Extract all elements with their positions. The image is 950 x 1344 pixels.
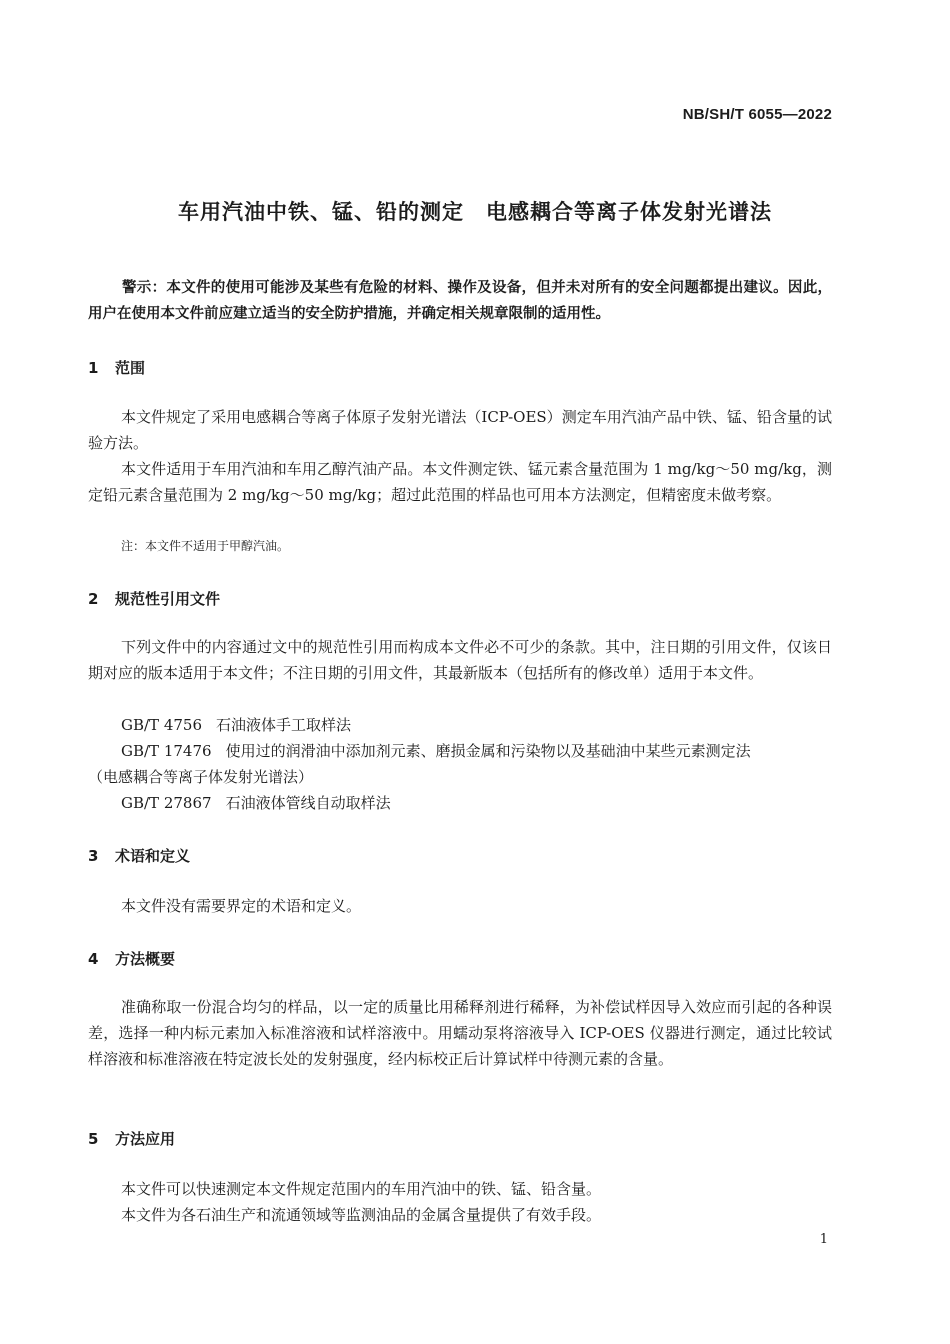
- reference-item: [121, 790, 832, 816]
- section-number: 2: [88, 590, 99, 608]
- section-number: 5: [88, 1130, 99, 1148]
- body-paragraph: 本文件规定了采用电感耦合等离子体原子发射光谱法（ICP-OES）测定车用汽油产品中铁、锰、铅含量的试验方法。: [88, 408, 832, 452]
- note: 注：本文件不适用于甲醇汽油。: [121, 539, 290, 553]
- body-paragraph: 本文件为各石油生产和流通领域等监测油品的金属含量提供了有效手段。: [121, 1206, 602, 1224]
- reference-code: GB/T 17476: [121, 742, 212, 760]
- body-paragraph: 本文件可以快速测定本文件规定范围内的车用汽油中的铁、锰、铅含量。: [121, 1180, 602, 1198]
- section-title: 术语和定义: [115, 847, 191, 865]
- section-heading: [88, 1128, 175, 1149]
- section-number: 3: [88, 847, 99, 865]
- body-paragraph: 下列文件中的内容通过文中的规范性引用而构成本文件必不可少的条款。其中，注日期的引用文件，仅该日期对应的版本适用于本文件；不注日期的引用文件，其最新版本（包括所有的修改单）适用于本文件。: [88, 638, 832, 682]
- reference-code: GB/T 4756: [121, 716, 203, 734]
- section-heading: [88, 357, 145, 378]
- page-number: 1: [819, 1232, 828, 1247]
- reference-code: GB/T 27867: [121, 794, 212, 812]
- section-heading: [88, 588, 220, 609]
- reference-title: 石油液体手工取样法: [216, 716, 352, 734]
- section-heading: [88, 845, 190, 866]
- body-paragraph: 本文件适用于车用汽油和车用乙醇汽油产品。本文件测定铁、锰元素含量范围为 1 mg/kg～50 mg/kg，测定铅元素含量范围为 2 mg/kg～50 mg/kg；超过此范围的样品也可用本方法测定，但精密度未做考察。: [88, 460, 832, 504]
- reference-item: [121, 712, 832, 738]
- section-number: 1: [88, 359, 99, 377]
- section-title: 方法概要: [115, 950, 176, 968]
- reference-title: 石油液体管线自动取样法: [225, 794, 391, 812]
- section-heading: [88, 948, 175, 969]
- document-title: 车用汽油中铁、锰、铅的测定 电感耦合等离子体发射光谱法: [178, 200, 772, 224]
- section-title: 范围: [115, 359, 146, 377]
- warning-paragraph: 警示：本文件的使用可能涉及某些有危险的材料、操作及设备，但并未对所有的安全问题都提出建议。因此，用户在使用本文件前应建立适当的安全防护措施，并确定相关规章限制的适用性。: [88, 280, 832, 322]
- reference-title-continued: （电感耦合等离子体发射光谱法）: [88, 768, 314, 786]
- reference-item: [121, 738, 832, 764]
- section-title: 方法应用: [115, 1130, 176, 1148]
- section-title: 规范性引用文件: [115, 590, 221, 608]
- body-paragraph: 本文件没有需要界定的术语和定义。: [121, 897, 362, 915]
- body-paragraph: 准确称取一份混合均匀的样品，以一定的质量比用稀释剂进行稀释，为补偿试样因导入效应而引起的各种误差，选择一种内标元素加入标准溶液和试样溶液中。用蠕动泵将溶液导入 ICP-OES 仪器进行测定，通过比较试样溶液和标准溶液在特定波长处的发射强度，经内标校正后计算试样中待测元素的含量。: [88, 998, 832, 1068]
- section-number: 4: [88, 950, 99, 968]
- reference-title: 使用过的润滑油中添加剂元素、磨损金属和污染物以及基础油中某些元素测定法: [225, 742, 751, 760]
- standard-code: NB/SH/T 6055—2022: [682, 106, 832, 123]
